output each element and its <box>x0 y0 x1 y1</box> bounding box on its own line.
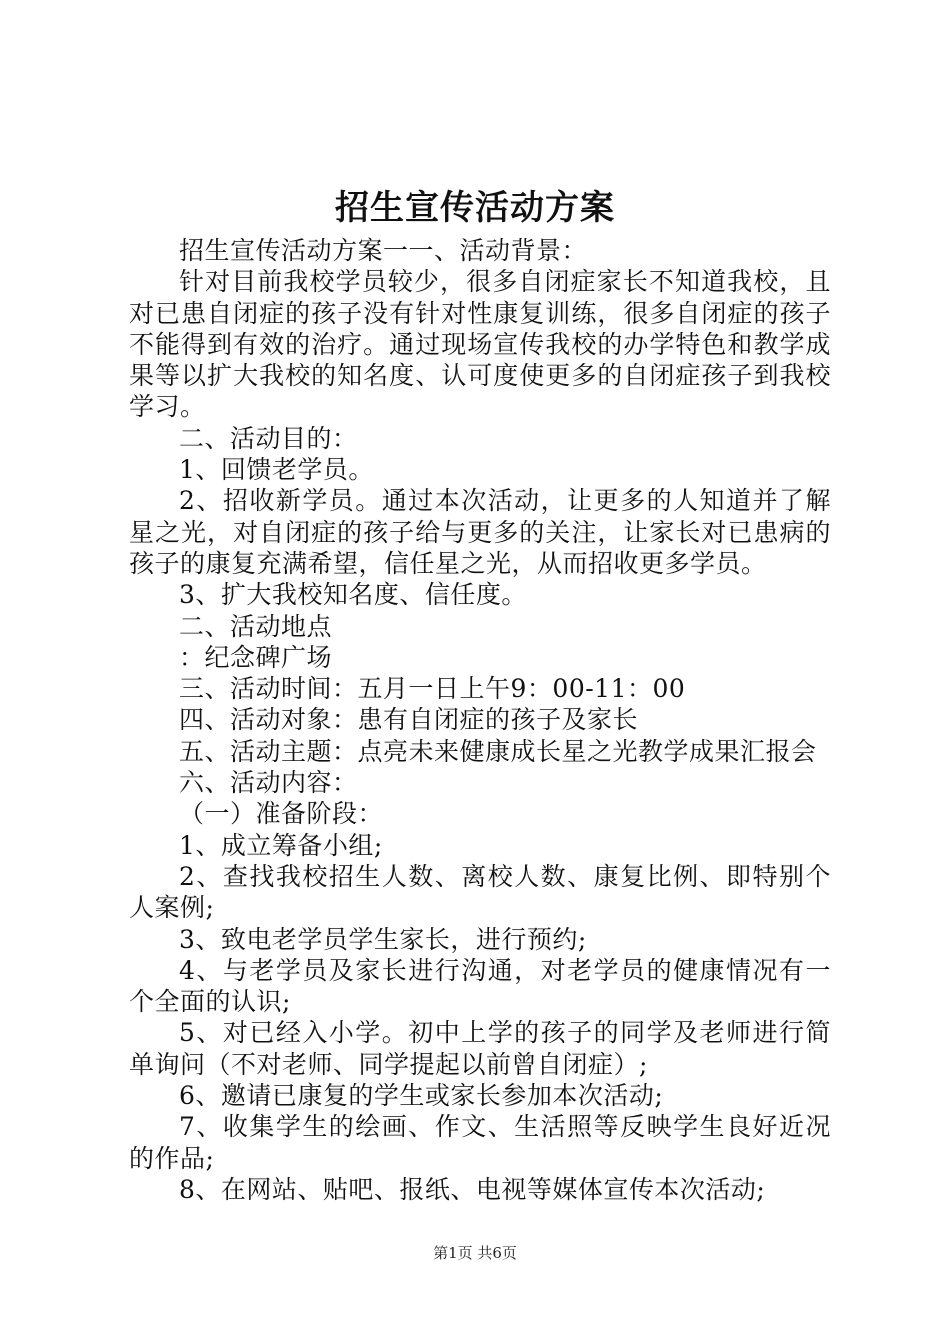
paragraph: 1、成立筹备小组; <box>179 830 383 860</box>
paragraph: 5、对已经入小学。初中上学的孩子的同学及老师进行简单询问（不对老师、同学提起以前曾自闭症）; <box>129 1018 831 1079</box>
paragraph: 3、扩大我校知名度、信任度。 <box>179 580 527 610</box>
paragraph: 3、致电老学员学生家长，进行预约; <box>179 924 587 954</box>
paragraph: 二、活动地点 <box>179 611 333 641</box>
paragraph: 四、活动对象：患有自闭症的孩子及家长 <box>179 705 639 735</box>
paragraph: 4、与老学员及家长进行沟通，对老学员的健康情况有一个全面的认识; <box>129 955 831 1017</box>
document-body <box>129 235 831 1205</box>
paragraph: 三、活动时间：五月一日上午9：00-11：00 <box>179 674 686 704</box>
paragraph: 1、回馈老学员。 <box>179 455 374 485</box>
paragraph: 六、活动内容： <box>179 768 358 798</box>
paragraph: 2、招收新学员。通过本次活动，让更多的人知道并了解星之光，对自闭症的孩子给与更多的关注，让家长对已患病的孩子的康复充满希望，信任星之光，从而招收更多学员。 <box>129 486 831 578</box>
paragraph: 针对目前我校学员较少，很多自闭症家长不知道我校，且对已患自闭症的孩子没有针对性康复训练，很多自闭症的孩子不能得到有效的治疗。通过现场宣传我校的办学特色和教学成果等以扩大我校的知名度、认可度使更多的自闭症孩子到我校学习。 <box>129 267 831 422</box>
paragraph: 7、收集学生的绘画、作文、生活照等反映学生良好近况的作品; <box>129 1112 831 1173</box>
paragraph: 二、活动目的： <box>179 423 358 453</box>
paragraph: 6、邀请已康复的学生或家长参加本次活动; <box>179 1081 664 1111</box>
paragraph: 五、活动主题：点亮未来健康成长星之光教学成果汇报会 <box>179 736 817 766</box>
paragraph: 8、在网站、贴吧、报纸、电视等媒体宣传本次活动; <box>179 1174 766 1204</box>
page-footer: 第1页 共6页 <box>433 1244 517 1262</box>
paragraph: ：纪念碑广场 <box>179 642 333 672</box>
paragraph: 招生宣传活动方案一一、活动背景： <box>179 236 588 265</box>
paragraph: 2、查找我校招生人数、离校人数、康复比例、即特别个人案例; <box>129 861 831 923</box>
paragraph: （一）准备阶段： <box>179 799 384 829</box>
document-title: 招生宣传活动方案 <box>335 188 615 228</box>
